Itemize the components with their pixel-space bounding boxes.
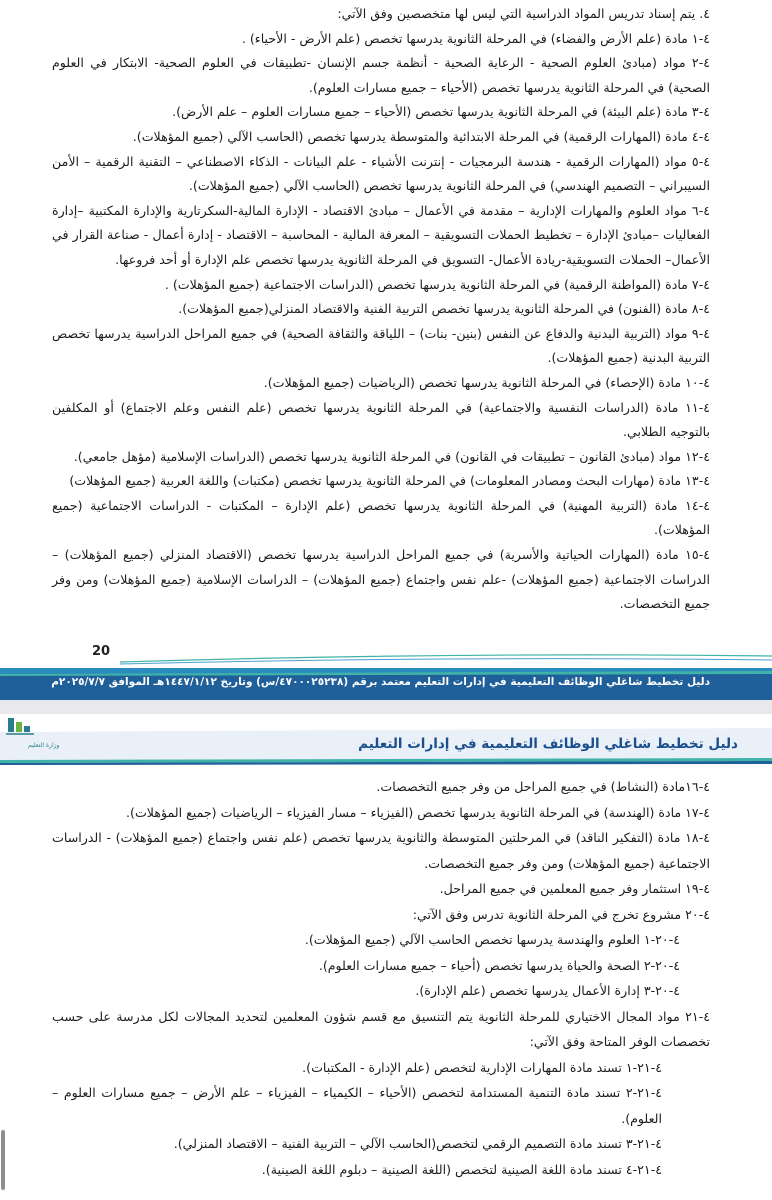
paragraph: ٤. يتم إسناد تدريس المواد الدراسية التي ليس لها متخصصين وفق الآتي:	[337, 6, 710, 21]
paragraph: ٤-٥ مواد (المهارات الرقمية - هندسة البرمجيات - إنترنت الأشياء - علم البيانات - الذكاء الاصطناعي – التقنية الرقمية – الأمن السيبراني – التصميم الهندسي) في المرحلة الثانوية يدرسها تخصص (الحاسب الآلي (جميع المؤهلات).	[52, 153, 710, 194]
paragraph: ٤-١٨ مادة (التفكير الناقد) في المرحلتين المتوسطة والثانوية يدرسها تخصص (علم نفس واجتماع (جميع المؤهلات) - الدراسات الاجتماعية (جميع المؤهلات) ومن وفر جميع التخصصات.	[52, 830, 710, 871]
paragraph: ٤-١٥ مادة (المهارات الحياتية والأسرية) في جميع المراحل الدراسية يدرسها تخصص (الاقتصاد المنزلي (جميع المؤهلات) – الدراسات الاجتماعية (جميع المؤهلات) -علم نفس واجتماع (جميع المؤهلات) – الدراسات الإسلامية (جميع المؤهلات) ومن وفر جميع التخصصات.	[52, 547, 710, 612]
paragraph: ٤-١١ مادة (الدراسات النفسية والاجتماعية) في المرحلة الثانوية يدرسها تخصص (علم النفس وعلم الاجتماع) أو المكلفين بالتوجيه الطلابي.	[52, 399, 710, 440]
paragraph: ٤-٢٠ مشروع تخرج في المرحلة الثانوية تدرس وفق الآتي:	[412, 906, 710, 922]
scrollbar-thumb[interactable]	[1, 1130, 5, 1190]
paragraph: ٤-١٦مادة (النشاط) في جميع المراحل من وفر جميع التخصصات.	[376, 779, 710, 794]
paragraph: ٤-٨ مادة (الفنون) في المرحلة الثانوية يدرسها تخصص التربية الفنية والاقتصاد المنزلي(جميع المؤهلات).	[178, 301, 710, 317]
paragraph: ٤-١٧ مادة (الهندسة) في المرحلة الثانوية يدرسها تخصص (الفيزياء – مسار الفيزياء – الرياضيات (جميع المؤهلات).	[126, 804, 710, 820]
page-header	[0, 714, 772, 766]
paragraph: ٤-١٣ مادة (مهارات البحث ومصادر المعلومات) في المرحلة الثانوية يدرسها تخصص (مكتبات) واللغة العربية (جميع المؤهلات)	[69, 473, 710, 489]
paragraph: ٤-٧ مادة (المواطنة الرقمية) في المرحلة الثانوية يدرسها تخصص (الدراسات الاجتماعية (جميع المؤهلات) .	[164, 276, 710, 292]
ministry-logo-icon	[0, 714, 60, 744]
paragraph: ٤-٢١-١ تسند مادة المهارات الإدارية لتخصص (علم الإدارة - المكتبات).	[302, 1059, 662, 1075]
document-page-21	[0, 714, 772, 1200]
paragraph: ٤-٢٠-١ العلوم والهندسة يدرسها تخصص الحاسب الآلي (جميع المؤهلات).	[304, 932, 680, 947]
page-number: 20	[92, 644, 111, 659]
paragraph: ٤-١٩ استثمار وفر جميع المعلمين في جميع المراحل.	[439, 881, 710, 896]
paragraph: ٤-٢١-٣ تسند مادة التصميم الرقمي لتخصص(الحاسب الآلي – التربية الفنية – الاقتصاد المنزلي).	[173, 1136, 662, 1151]
paragraph: ٤-١٢ مواد (مبادئ القانون – تطبيقات في القانون) في المرحلة الثانوية يدرسها تخصص (الدراسات الإسلامية (مؤهل جامعي).	[73, 448, 710, 464]
paragraph: ٤-١٠ مادة (الإحصاء) في المرحلة الثانوية يدرسها تخصص (الرياضيات (جميع المؤهلات).	[263, 374, 710, 390]
paragraph: ٤-٢١-٤ تسند مادة اللغة الصينية لتخصص (اللغة الصينية – دبلوم اللغة الصينية).	[261, 1161, 662, 1177]
paragraph: ٤-١ مادة (علم الأرض والفضاء) في المرحلة الثانوية يدرسها تخصص (علم الأرض - الأحياء) .	[241, 30, 710, 46]
paragraph: ٤-٤ مادة (المهارات الرقمية) في المرحلة الابتدائية والمتوسطة يدرسها تخصص (الحاسب الآلي (جميع المؤهلات).	[132, 128, 710, 144]
paragraph: ٤-١٤ مادة (التربية المهنية) في المرحلة الثانوية يدرسها تخصص (علم الإدارة – المكتبات - الدراسات الاجتماعية (جميع المؤهلات).	[52, 497, 710, 538]
page-body	[0, 766, 772, 1182]
page-footer	[0, 638, 772, 700]
paragraph: ٤-٣ مادة (علم البيئة) في المرحلة الثانوية يدرسها تخصص (الأحياء – جميع مسارات العلوم – علم الأرض).	[172, 104, 710, 120]
ministry-logo-text: وزارة التعليم	[28, 742, 60, 749]
paragraph: ٤-٢ مواد (مبادئ العلوم الصحية - الرعاية الصحية - أنظمة جسم الإنسان -تطبيقات في العلوم الصحية- الابتكار في العلوم الصحية) في المرحلة الثانوية يدرسها تخصص (الأحياء – جميع مسارات العلوم).	[52, 55, 710, 95]
paragraph: ٤-٢١-٢ تسند مادة التنمية المستدامة لتخصص (الأحياء – الكيمياء – الفيزياء – علم الأرض – جميع مسارات العلوم – العلوم).	[52, 1085, 662, 1126]
paragraph: ٤-٦ مواد العلوم والمهارات الإدارية – مقدمة في الأعمال – مبادئ الاقتصاد - الإدارة المالية-السكرتارية والإدارة المكتبية –إدارة الفعاليات –مبادئ الإدارة – تخطيط الحملات التسويقية – المعرفة المالية - المحاسبة – الاقتصاد - إدارة أعمال - صناعة القرار في الأعمال– الحملات التسويقية-ريادة الأعمال- التسويق في المرحلة الثانوية يدرسها تخصص علم الإدارة أو أحد فروعها.	[52, 202, 710, 267]
footer-band-graphic	[0, 638, 772, 700]
paragraph: ٤-٢١ مواد المجال الاختياري للمرحلة الثانوية يتم التنسيق مع قسم شؤون المعلمين لتحديد المجالات لكل مدرسة على حسب تخصصات الوفر المتاحة وفق الآتي:	[52, 1008, 710, 1049]
paragraph: ٤-٢٠-٣ إدارة الأعمال يدرسها تخصص (علم الإدارة).	[415, 983, 680, 998]
paragraph: ٤-٢٠-٢ الصحة والحياة يدرسها تخصص (أحياء – جميع مسارات العلوم).	[318, 957, 680, 973]
header-title: دليل تخطيط شاغلي الوظائف التعليمية في إدارات التعليم	[358, 736, 738, 752]
paragraph: ٤-٩ مواد (التربية البدنية والدفاع عن النفس (بنين- بنات) – اللياقة والثقافة الصحية) في جميع المراحل الدراسية يدرسها تخصص التربية البدنية (جميع المؤهلات).	[52, 325, 710, 366]
footer-caption: دليل تخطيط شاغلي الوظائف التعليمية في إدارات التعليم معتمد برقم (٤٧٠٠٠٢٥٢٣٨/س) وتاريخ ١٤٤٧/١/١٢هـ الموافق ٢٠٢٥/٧/٧م	[51, 676, 710, 688]
